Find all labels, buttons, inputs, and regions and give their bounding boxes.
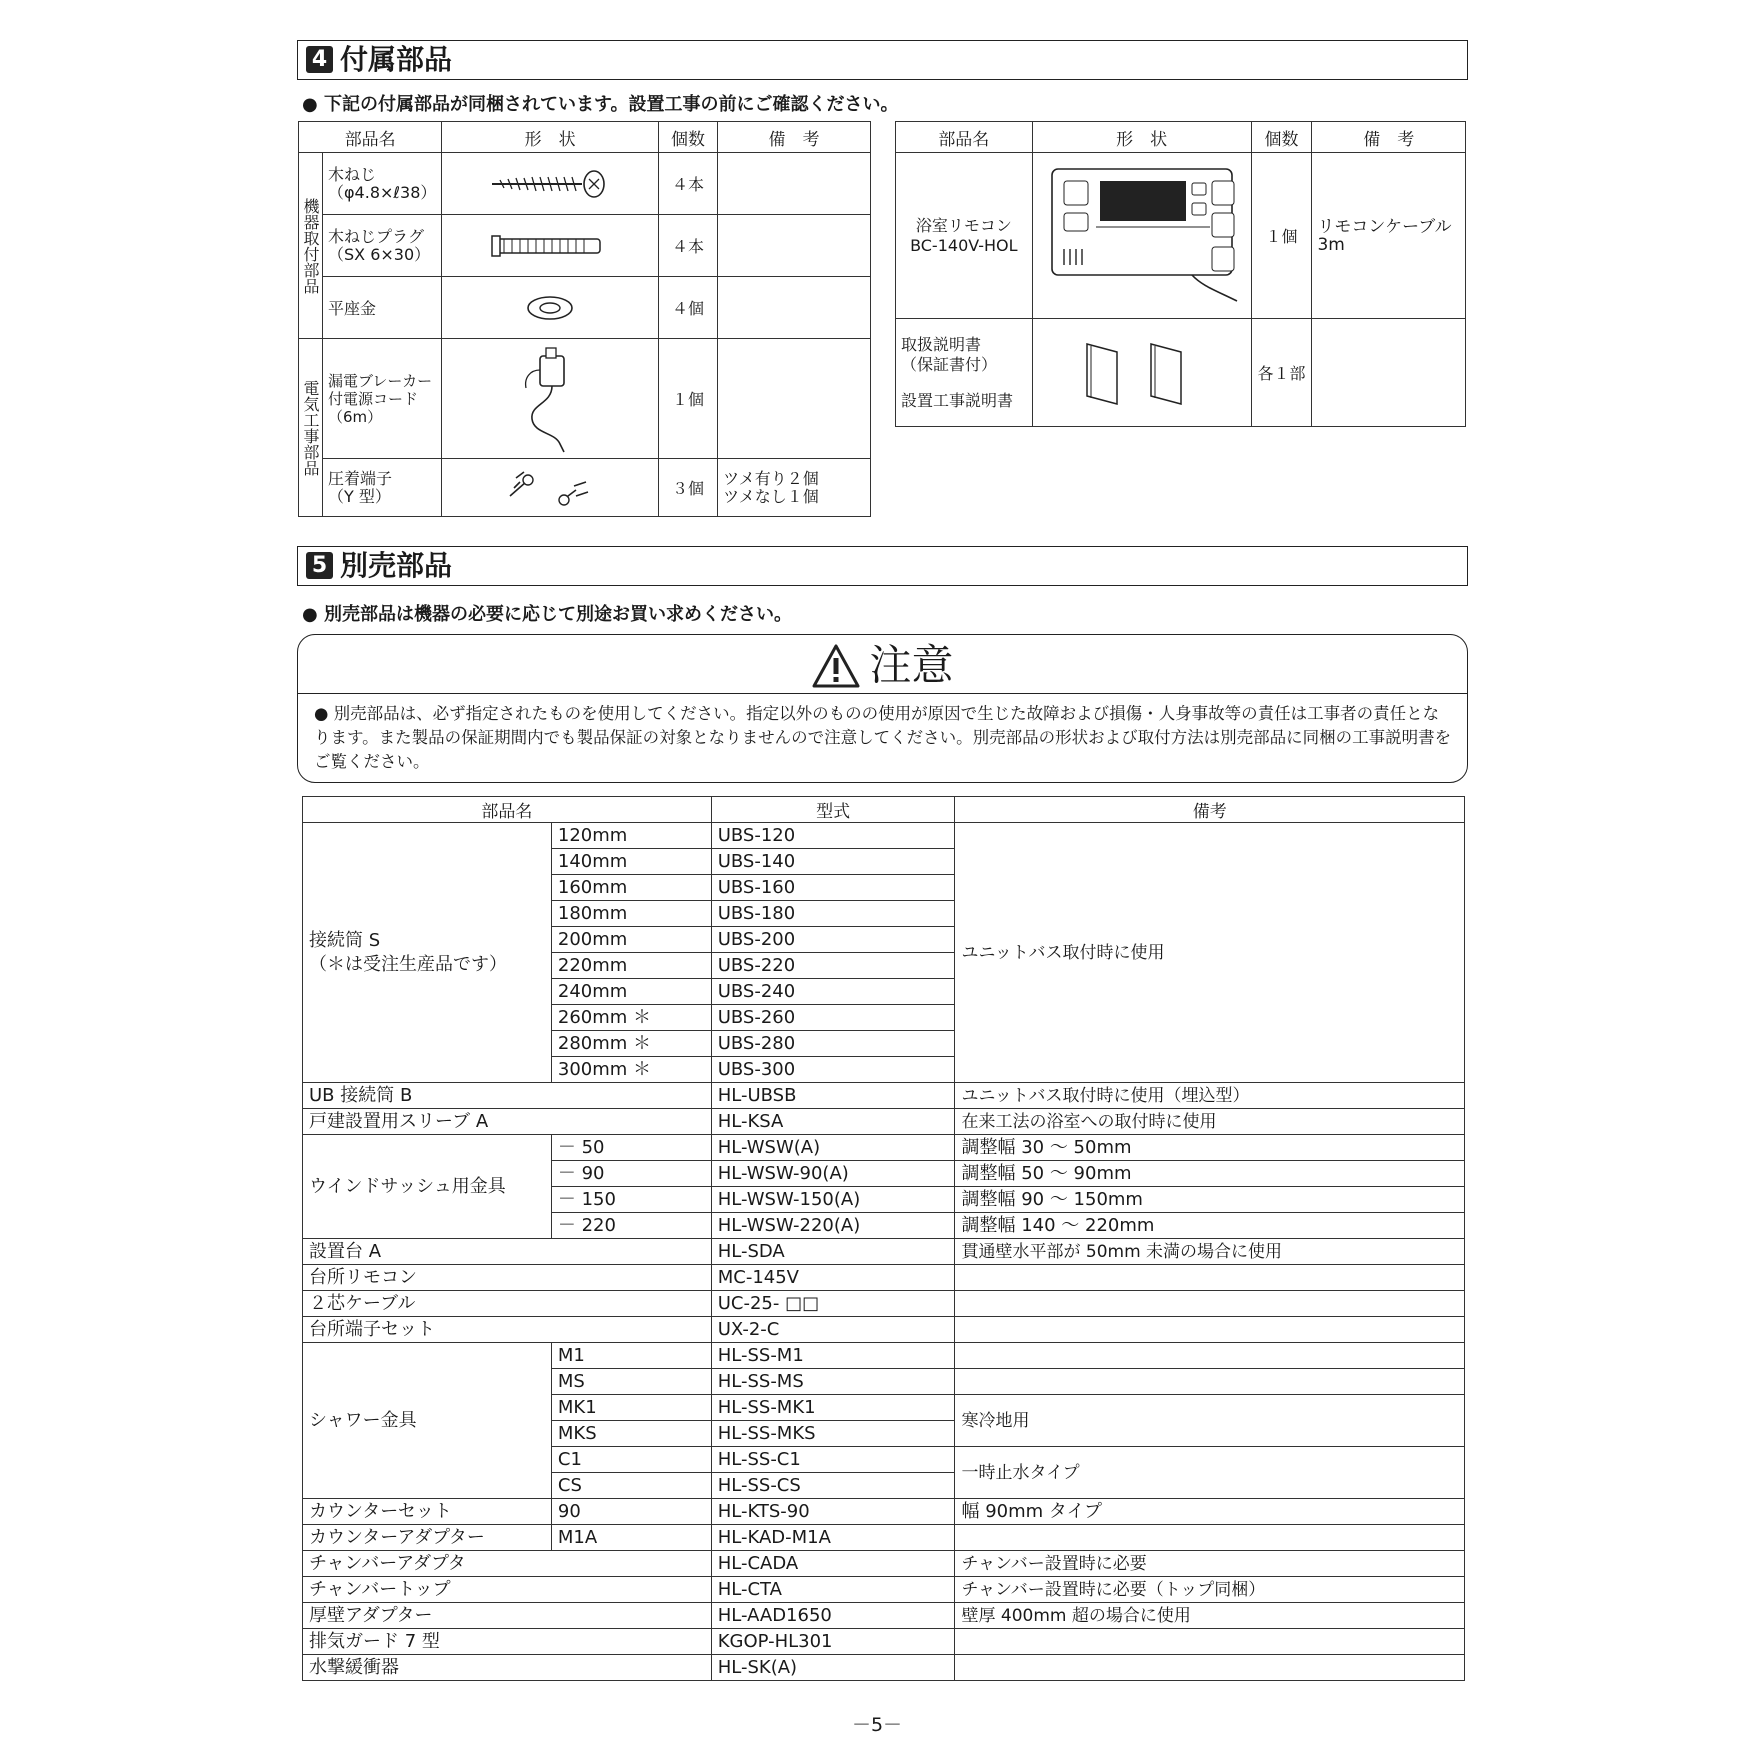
- part-qty: ４本: [658, 215, 717, 277]
- part-model: MC-145V: [711, 1265, 955, 1291]
- part-note: [955, 1525, 1465, 1551]
- part-model: UBS-140: [711, 849, 955, 875]
- part-model: HL-WSW-150(A): [711, 1187, 955, 1213]
- part-model: HL-AAD1650: [711, 1603, 955, 1629]
- warning-icon: [811, 643, 861, 689]
- crimp-terminal-image: [442, 459, 659, 517]
- part-model: HL-SS-M1: [711, 1343, 955, 1369]
- part-sub: 280mm ＊: [551, 1031, 711, 1057]
- part-sub: 220mm: [551, 953, 711, 979]
- part-sub: 120mm: [551, 823, 711, 849]
- header-part-name: 部品名: [896, 122, 1033, 153]
- part-model: UBS-160: [711, 875, 955, 901]
- part-model: UBS-120: [711, 823, 955, 849]
- part-model: HL-SS-C1: [711, 1447, 955, 1473]
- part-name: ２芯ケーブル: [303, 1291, 712, 1317]
- part-sub: M1: [551, 1343, 711, 1369]
- part-note: 調整幅 50 ～ 90mm: [955, 1161, 1465, 1187]
- part-name: 戸建設置用スリーブ A: [303, 1109, 712, 1135]
- flat-washer-image: [442, 277, 659, 339]
- section4-number: 4: [306, 46, 333, 73]
- part-note: 調整幅 90 ～ 150mm: [955, 1187, 1465, 1213]
- caution-text: ● 別売部品は、必ず指定されたものを使用してください。指定以外のものの使用が原因で生じた故障および損傷・人身事故等の責任は工事者の責任となります。また製品の保証期間内でも製品保証の対象となりませんので注意してください。別売部品の形状および取付方法は別売部品に同梱の工事説明書をご覧ください。: [314, 704, 1452, 771]
- part-qty: ４本: [658, 153, 717, 215]
- part-note: [955, 1265, 1465, 1291]
- part-note: [955, 1343, 1465, 1369]
- part-note: [1312, 319, 1466, 427]
- part-sub: 160mm: [551, 875, 711, 901]
- part-name: 圧着端子 （Y 型）: [323, 459, 442, 517]
- part-name: チャンバーアダプタ: [303, 1551, 712, 1577]
- part-note: ユニットバス取付時に使用: [955, 823, 1465, 1083]
- part-note: [718, 215, 871, 277]
- part-sub: 90: [551, 1499, 711, 1525]
- part-model: HL-CADA: [711, 1551, 955, 1577]
- part-name: ウインドサッシュ用金具: [303, 1135, 552, 1239]
- section5-title: 別売部品: [340, 549, 453, 582]
- part-model: UBS-180: [711, 901, 955, 927]
- part-note: リモコンケーブル 3m: [1312, 153, 1466, 319]
- part-note: ツメ有り２個 ツメなし１個: [718, 459, 871, 517]
- header-shape: 形 状: [1032, 122, 1251, 153]
- part-note: [955, 1655, 1465, 1681]
- part-model: HL-CTA: [711, 1577, 955, 1603]
- part-qty: ３個: [658, 459, 717, 517]
- part-sub: 260mm ＊: [551, 1005, 711, 1031]
- part-sub: － 220: [551, 1213, 711, 1239]
- part-model: UBS-240: [711, 979, 955, 1005]
- part-sub: MS: [551, 1369, 711, 1395]
- part-model: HL-KAD-M1A: [711, 1525, 955, 1551]
- group-mounting: 機器取付部品: [299, 153, 323, 339]
- part-model: UC-25- □□: [711, 1291, 955, 1317]
- manuals-name-cell: [896, 319, 1033, 427]
- part-model: UBS-200: [711, 927, 955, 953]
- bath-remote-image: [1032, 153, 1251, 319]
- part-model: HL-KTS-90: [711, 1499, 955, 1525]
- part-sub: MK1: [551, 1395, 711, 1421]
- part-note: [955, 1369, 1465, 1395]
- part-name: 設置台 A: [303, 1239, 712, 1265]
- part-sub: － 150: [551, 1187, 711, 1213]
- manuals-image: [1032, 319, 1251, 427]
- part-model: HL-SDA: [711, 1239, 955, 1265]
- power-cord-image: [442, 339, 659, 459]
- part-model: HL-SS-MK1: [711, 1395, 955, 1421]
- part-name: 平座金: [323, 277, 442, 339]
- part-note: チャンバー設置時に必要（トップ同梱）: [955, 1577, 1465, 1603]
- part-qty: 各１部: [1251, 319, 1312, 427]
- caution-title-row: [298, 637, 1467, 692]
- part-model: HL-KSA: [711, 1109, 955, 1135]
- caution-box: [297, 634, 1468, 783]
- part-note: 調整幅 140 ～ 220mm: [955, 1213, 1465, 1239]
- part-sub: 180mm: [551, 901, 711, 927]
- part-note: 寒冷地用: [955, 1395, 1465, 1447]
- page-number: －5－: [851, 1714, 903, 1736]
- wood-screw-plug-image: [442, 215, 659, 277]
- part-name: チャンバートップ: [303, 1577, 712, 1603]
- caution-title: 注意: [869, 640, 954, 690]
- part-name: 漏電ブレーカー 付電源コード （6m）: [323, 339, 442, 459]
- part-name: 木ねじプラグ （SX 6×30）: [323, 215, 442, 277]
- wood-screw-image: [442, 153, 659, 215]
- part-model: UBS-260: [711, 1005, 955, 1031]
- part-sub: C1: [551, 1447, 711, 1473]
- section5-header: [297, 546, 1468, 586]
- part-note: [955, 1317, 1465, 1343]
- part-name: 排気ガード 7 型: [303, 1629, 712, 1655]
- part-sub: 200mm: [551, 927, 711, 953]
- part-note: [718, 277, 871, 339]
- header-qty: 個数: [658, 122, 717, 153]
- header-part-name: 部品名: [303, 797, 712, 823]
- part-model: KGOP-HL301: [711, 1629, 955, 1655]
- part-name: 水撃緩衝器: [303, 1655, 712, 1681]
- accessory-table-left: [298, 121, 871, 517]
- part-model: UX-2-C: [711, 1317, 955, 1343]
- part-qty: １個: [658, 339, 717, 459]
- part-sub: 240mm: [551, 979, 711, 1005]
- part-note: 壁厚 400mm 超の場合に使用: [955, 1603, 1465, 1629]
- part-note: 一時止水タイプ: [955, 1447, 1465, 1499]
- part-model: HL-WSW(A): [711, 1135, 955, 1161]
- part-sub: 140mm: [551, 849, 711, 875]
- part-sub: CS: [551, 1473, 711, 1499]
- header-note: 備 考: [718, 122, 871, 153]
- manual-name: 取扱説明書 （保証書付）: [901, 334, 998, 374]
- part-sub: M1A: [551, 1525, 711, 1551]
- part-model: UBS-280: [711, 1031, 955, 1057]
- part-note: [718, 339, 871, 459]
- part-model: HL-SS-MKS: [711, 1421, 955, 1447]
- part-name: 木ねじ （φ4.8×ℓ38）: [323, 153, 442, 215]
- part-model: HL-SK(A): [711, 1655, 955, 1681]
- part-name: シャワー金具: [303, 1343, 552, 1499]
- part-model: HL-SS-MS: [711, 1369, 955, 1395]
- part-model: UBS-300: [711, 1057, 955, 1083]
- accessory-table-right: [895, 121, 1466, 427]
- part-sub: MKS: [551, 1421, 711, 1447]
- part-model: UBS-220: [711, 953, 955, 979]
- part-model: HL-WSW-220(A): [711, 1213, 955, 1239]
- part-note: [955, 1291, 1465, 1317]
- part-note: [718, 153, 871, 215]
- part-sub: － 90: [551, 1161, 711, 1187]
- section4-note: ● 下記の付属部品が同梱されています。設置工事の前にご確認ください。: [302, 94, 899, 115]
- part-note: [955, 1629, 1465, 1655]
- section5-number: 5: [306, 552, 333, 579]
- part-sub: 300mm ＊: [551, 1057, 711, 1083]
- caution-header: [298, 635, 1467, 694]
- header-shape: 形 状: [442, 122, 659, 153]
- group-electrical: 電気工事部品: [299, 339, 323, 517]
- part-note: 幅 90mm タイプ: [955, 1499, 1465, 1525]
- part-model: HL-UBSB: [711, 1083, 955, 1109]
- install-manual-name: 設置工事説明書: [901, 390, 1014, 410]
- part-qty: １個: [1251, 153, 1312, 319]
- header-part-name: 部品名: [299, 122, 442, 153]
- part-sub: － 50: [551, 1135, 711, 1161]
- part-model: HL-SS-CS: [711, 1473, 955, 1499]
- part-note: 在来工法の浴室への取付時に使用: [955, 1109, 1465, 1135]
- header-note: 備考: [955, 797, 1465, 823]
- header-note: 備 考: [1312, 122, 1466, 153]
- part-qty: ４個: [658, 277, 717, 339]
- part-name: カウンターアダプター: [303, 1525, 552, 1551]
- header-qty: 個数: [1251, 122, 1312, 153]
- part-name: 厚壁アダプター: [303, 1603, 712, 1629]
- section4-title: 付属部品: [340, 43, 453, 76]
- part-note: 調整幅 30 ～ 50mm: [955, 1135, 1465, 1161]
- part-name: 台所リモコン: [303, 1265, 712, 1291]
- section4-header: [297, 40, 1468, 80]
- part-note: ユニットバス取付時に使用（埋込型）: [955, 1083, 1465, 1109]
- section5-note: ● 別売部品は機器の必要に応じて別途お買い求めください。: [302, 604, 792, 625]
- part-name: 浴室リモコン BC-140V-HOL: [896, 153, 1033, 319]
- part-model: HL-WSW-90(A): [711, 1161, 955, 1187]
- part-name: 台所端子セット: [303, 1317, 712, 1343]
- optional-parts-table: [302, 796, 1465, 1681]
- part-name: カウンターセット: [303, 1499, 552, 1525]
- part-name: 接続筒 S （＊は受注生産品です）: [303, 823, 552, 1083]
- part-name: UB 接続筒 B: [303, 1083, 712, 1109]
- part-note: チャンバー設置時に必要: [955, 1551, 1465, 1577]
- header-model: 型式: [711, 797, 955, 823]
- part-note: 貫通壁水平部が 50mm 未満の場合に使用: [955, 1239, 1465, 1265]
